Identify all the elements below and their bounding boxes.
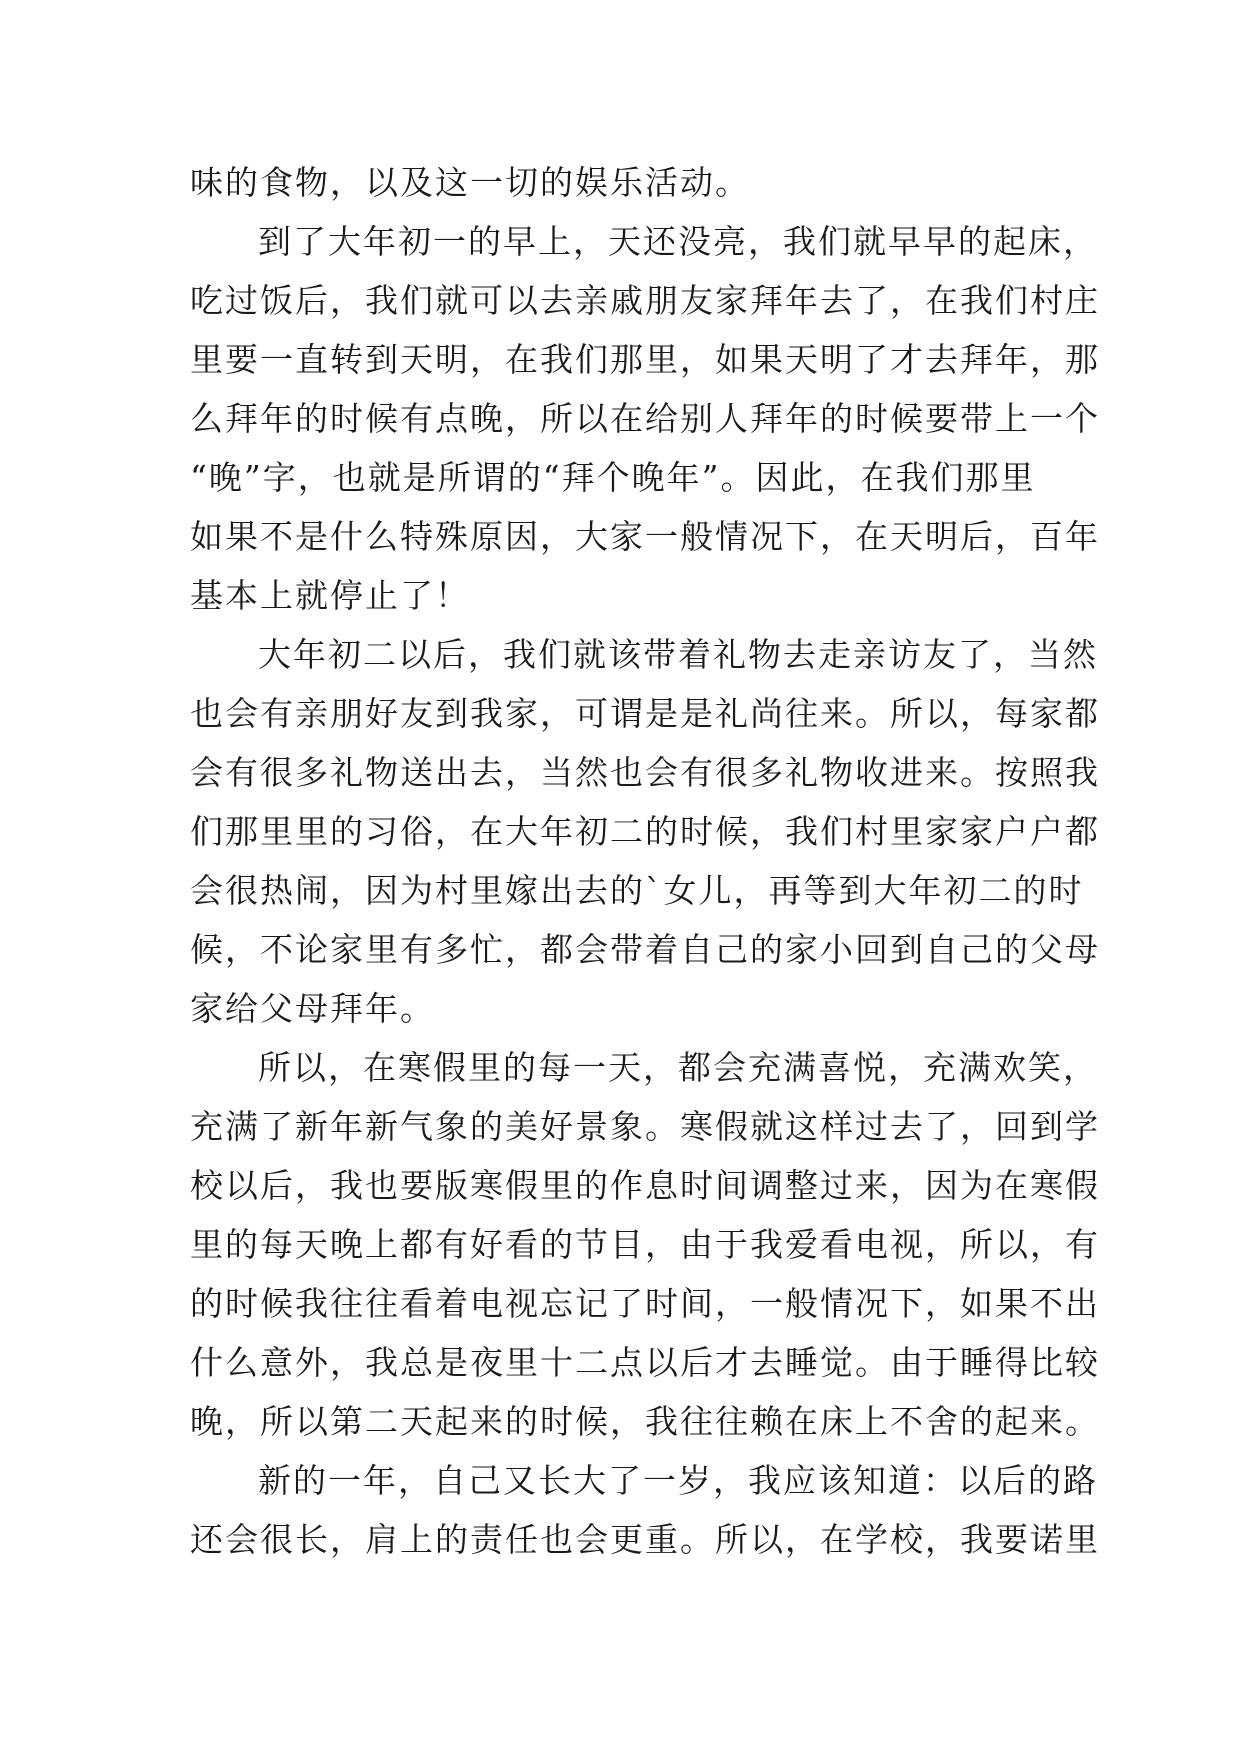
text-line: “晚”字，也就是所谓的“拜个晚年”。因此，在我们那里 <box>190 458 1036 497</box>
text-line: 还会很长，肩上的责任也会更重。所以，在学校，我要诺里 <box>190 1520 1100 1559</box>
text-line: 们那里里的习俗，在大年初二的时候，我们村里家家户户都 <box>190 812 1100 851</box>
text-line: 候，不论家里有多忙，都会带着自己的家小回到自己的父母 <box>190 930 1100 969</box>
text-line: 新的一年，自己又长大了一岁，我应该知道：以后的路 <box>258 1461 1098 1500</box>
text-line: 充满了新年新气象的美好景象。寒假就这样过去了，回到学 <box>190 1107 1100 1146</box>
text-line: 校以后，我也要版寒假里的作息时间调整过来，因为在寒假 <box>190 1166 1100 1205</box>
text-line: 吃过饭后，我们就可以去亲戚朋友家拜年去了，在我们村庄 <box>190 281 1100 320</box>
text-line: 里要一直转到天明，在我们那里，如果天明了才去拜年，那 <box>190 340 1100 379</box>
text-line: 的时候我往往看着电视忘记了时间，一般情况下，如果不出 <box>190 1284 1100 1323</box>
text-line: 所以，在寒假里的每一天，都会充满喜悦，充满欢笑， <box>258 1048 1098 1087</box>
text-line: 晚，所以第二天起来的时候，我往往赖在床上不舍的起来。 <box>190 1402 1100 1441</box>
text-line: 如果不是什么特殊原因，大家一般情况下，在天明后，百年 <box>190 517 1100 556</box>
text-line: 什么意外，我总是夜里十二点以后才去睡觉。由于睡得比较 <box>190 1343 1100 1382</box>
text-line: 家给父母拜年。 <box>190 989 435 1028</box>
text-line: 味的食物，以及这一切的娱乐活动。 <box>190 163 750 202</box>
text-line: 大年初二以后，我们就该带着礼物去走亲访友了，当然 <box>258 635 1098 674</box>
text-line: 里的每天晚上都有好看的节目，由于我爱看电视，所以，有 <box>190 1225 1100 1264</box>
text-line: 也会有亲朋好友到我家，可谓是是礼尚往来。所以，每家都 <box>190 694 1100 733</box>
body-text <box>190 153 1100 1569</box>
text-line: 么拜年的时候有点晚，所以在给别人拜年的时候要带上一个 <box>190 399 1100 438</box>
text-line: 会有很多礼物送出去，当然也会有很多礼物收进来。按照我 <box>190 753 1100 792</box>
text-line: 到了大年初一的早上，天还没亮，我们就早早的起床， <box>258 222 1098 261</box>
text-line: 基本上就停止了！ <box>190 576 470 615</box>
text-line: 会很热闹，因为村里嫁出去的`女儿，再等到大年初二的时 <box>190 871 1084 910</box>
